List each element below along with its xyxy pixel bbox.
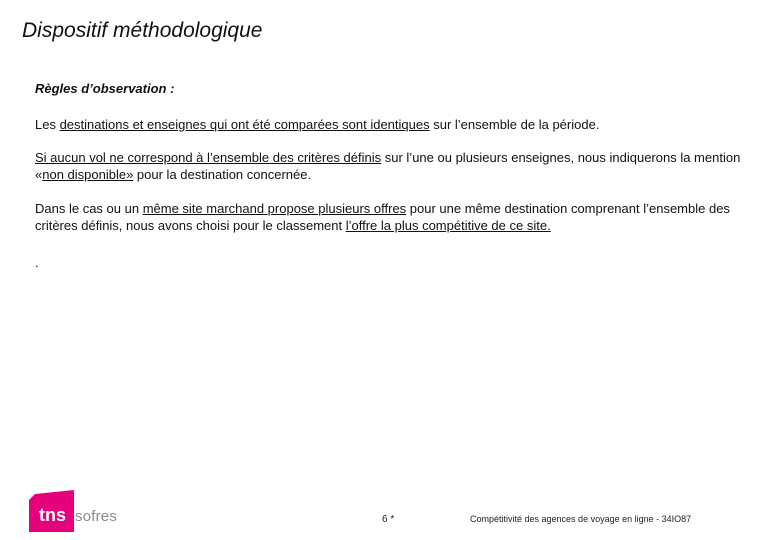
p3-text-a: Dans le cas ou un bbox=[35, 201, 143, 216]
slide-body bbox=[35, 80, 755, 271]
paragraph-multiple-offers bbox=[35, 200, 755, 234]
rules-heading: Règles d’observation : bbox=[35, 81, 175, 96]
sofres-logo-text: sofres bbox=[75, 508, 118, 525]
footer-caption: Compétitivité des agences de voyage en ligne - 34IO87 bbox=[470, 514, 692, 524]
paragraph-destinations bbox=[35, 116, 755, 133]
p2-underlined-1: Si aucun vol ne correspond à l’ensemble des critères définis bbox=[35, 150, 382, 165]
p2-text-a: sur l’une ou plusieurs enseignes, nous indiquerons la mention « bbox=[35, 150, 741, 182]
tns-logo-icon bbox=[29, 490, 74, 532]
p1-underlined: destinations et enseignes qui ont été comparées sont identiques bbox=[59, 117, 430, 132]
p3-underlined-1: même site marchand propose plusieurs offres bbox=[142, 201, 407, 216]
slide-title: Dispositif méthodologique bbox=[22, 19, 263, 42]
p3-underlined-2: l’offre la plus compétitive de ce site. bbox=[345, 218, 551, 233]
page-number: 6 * bbox=[382, 514, 395, 525]
p1-text-b: sur l’ensemble de la période. bbox=[429, 117, 600, 132]
paragraph-unavailable bbox=[35, 149, 755, 183]
p2-text-b: pour la destination concernée. bbox=[133, 167, 312, 182]
p2-underlined-2: non disponible» bbox=[42, 167, 134, 182]
stray-dot: . bbox=[35, 255, 39, 270]
p1-text-a: Les bbox=[35, 117, 60, 132]
p3-text-b: pour une même destination comprenant l’ensemble des critères définis, nous avons choisi pour le classement bbox=[35, 201, 730, 233]
tns-logo-mark: tns bbox=[39, 505, 66, 525]
